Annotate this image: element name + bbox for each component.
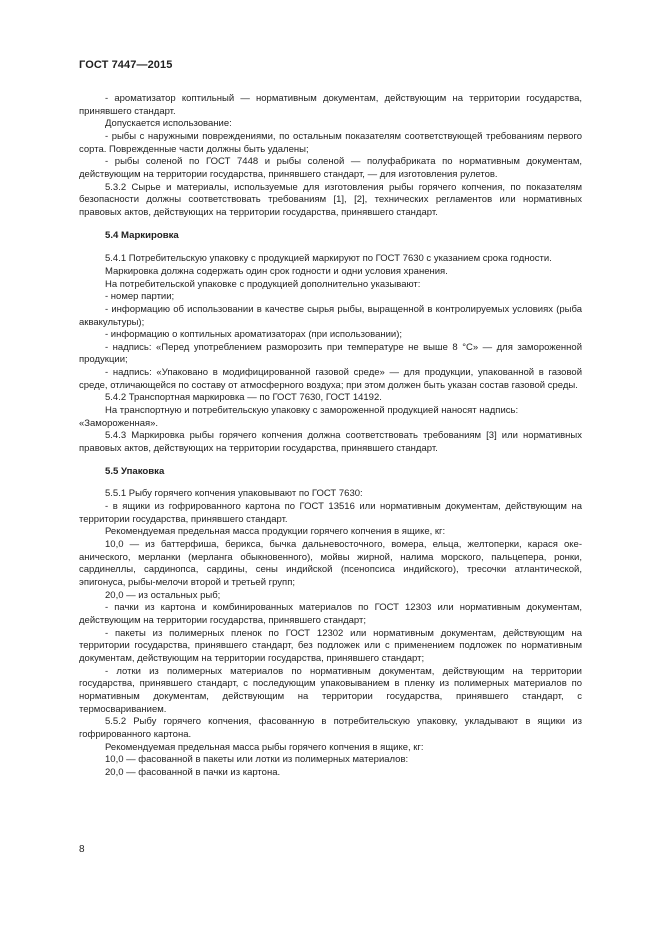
paragraph: 5.4.3 Маркировка рыбы горячего копчения должна соответствовать требованиям [3] или нормативных правовых актов, действующих на территории государства, принявшего стандарт. [79, 430, 582, 455]
document-header: ГОСТ 7447—2015 [79, 59, 173, 71]
paragraph: - в ящики из гофрированного картона по ГОСТ 13516 или нормативным документам, действующим на территории государства, принявшего стандарт. [79, 501, 582, 525]
paragraph: 20,0 — фасованной в пачки из картона. [105, 766, 281, 778]
section-heading-marking: 5.4 Маркировка [105, 229, 179, 241]
paragraph: 5.4.2 Транспортная маркировка — по ГОСТ 7630, ГОСТ 14192. [105, 392, 382, 404]
paragraph: На потребительской упаковке с продукцией дополнительно указывают: [105, 278, 421, 290]
paragraph: - рыбы с наружными повреждениями, по остальным показателям соответствующей требованиям первого сорта. Поврежденные части должны быть удалены; [79, 130, 582, 155]
paragraph: 5.5.1 Рыбу горячего копчения упаковывают по ГОСТ 7630: [105, 488, 363, 500]
page-number: 8 [79, 844, 85, 855]
paragraph: - номер партии; [105, 291, 175, 303]
section-heading-packaging: 5.5 Упаковка [105, 465, 165, 477]
paragraph: 20,0 — из остальных рыб; [105, 589, 221, 601]
paragraph: Допускается использование: [105, 118, 232, 130]
paragraph: - надпись: «Перед употреблением разморозить при температуре не выше 8 °С» — для замороженной продукции; [79, 341, 582, 366]
paragraph: 10,0 — из баттерфиша, берикса, бычка дальневосточного, вомера, ельца, желтоперки, карася океанического, мерланки (мерланга обыкновенного), мойвы жирной, налима морского, пальцепера, ронки, сардинеллы, сардинопса, сардины, сены индийской (псенопсиса индийского), тресочки атлантической, эпигонуса, рыбы-мелочи второй и третьей групп; [79, 539, 582, 588]
paragraph: 10,0 — фасованной в пакеты или лотки из полимерных материалов: [105, 754, 409, 766]
paragraph: 5.4.1 Потребительскую упаковку с продукцией маркируют по ГОСТ 7630 с указанием срока годности. [105, 253, 552, 265]
paragraph: 5.5.2 Рыбу горячего копчения, фасованную в потребительскую упаковку, укладывают в ящики из гофрированного картона. [79, 716, 582, 740]
paragraph: Рекомендуемая предельная масса продукции горячего копчения в ящике, кг: [105, 526, 446, 538]
paragraph: Маркировка должна содержать один срок годности и одни условия хранения. [105, 265, 448, 277]
paragraph: - ароматизатор коптильный — нормативным документам, действующим на территории государства, принявшего стандарт. [79, 93, 582, 117]
paragraph: «Замороженная». [79, 417, 159, 429]
paragraph: На транспортную и потребительскую упаковку с замороженной продукцией наносят надпись: [105, 405, 519, 417]
paragraph: Рекомендуемая предельная масса рыбы горячего копчения в ящике, кг: [105, 741, 424, 753]
paragraph: - информацию о коптильных ароматизаторах (при использовании); [105, 329, 403, 341]
paragraph: - рыбы соленой по ГОСТ 7448 и рыбы соленой — полуфабриката по нормативным документам, действующим на территории государства, принявшего стандарт, — для изготовления рулетов. [79, 156, 582, 180]
paragraph: 5.3.2 Сырье и материалы, используемые для изготовления рыбы горячего копчения, по показателям безопасности должны соответствовать требованиям [1], [2], технических регламентов или нормативных правовых актов, действующих на территории государства, принявшего стандарт. [79, 181, 582, 218]
paragraph: - пачки из картона и комбинированных материалов по ГОСТ 12303 или нормативным документам, действующим на территории государства, принявшего стандарт; [79, 602, 582, 626]
paragraph: - информацию об использовании в качестве сырья рыбы, выращенной в контролируемых условиях (рыба аквакультуры); [79, 303, 582, 328]
paragraph: - лотки из полимерных материалов по нормативным документам, действующим на территории государства, принявшего стандарт, с последующим упаковыванием в пленку из полимерных материалов по нормативным документам, действующим на территории государства, принявшего стандарт, с термосвариванием. [79, 665, 582, 715]
paragraph: - пакеты из полимерных пленок по ГОСТ 12302 или нормативным документам, действующим на территории государства, принявшего стандарт, без подложек или с применением подложек по нормативным документам, действующим на территории государства, принявшего стандарт; [79, 627, 582, 664]
document-body [79, 93, 582, 779]
paragraph: - надпись: «Упаковано в модифицированной газовой среде» — для продукции, упакованной в газовой среде, отличающейся по составу от атмосферного воздуха; при этом должен быть указан состав газовой среды. [79, 367, 582, 391]
